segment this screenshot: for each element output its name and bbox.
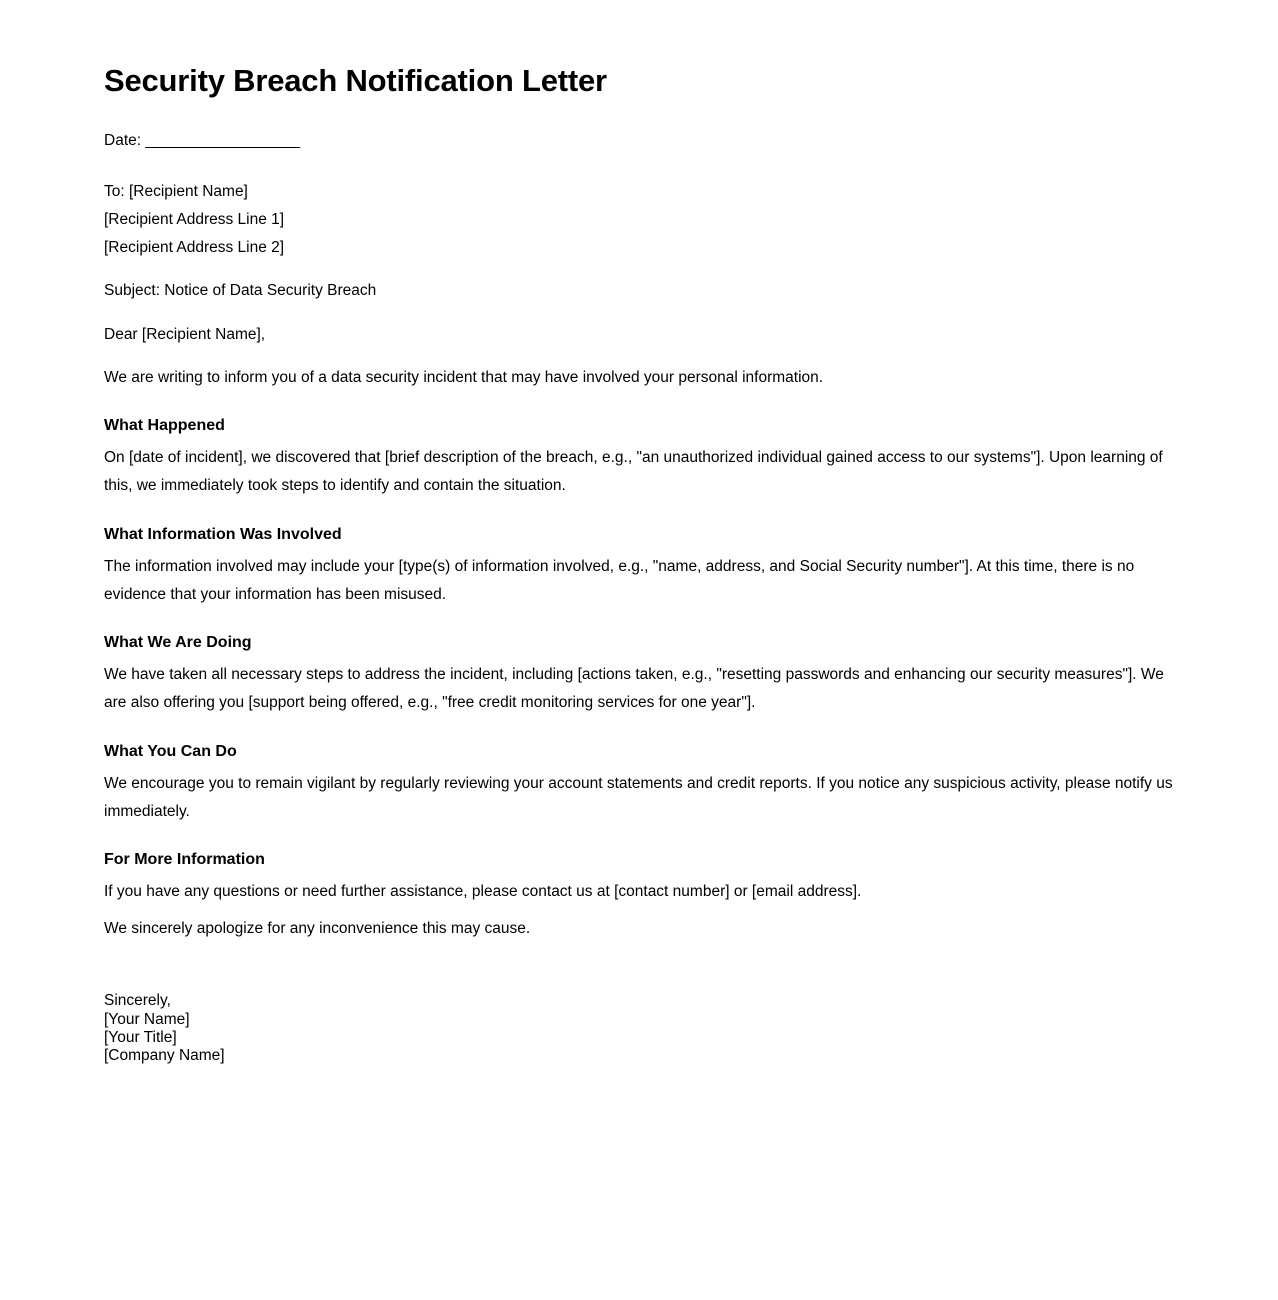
signature-name: [Your Name]: [104, 1010, 190, 1028]
section-heading-what-you-can-do: What You Can Do: [104, 742, 237, 760]
recipient-address-block: [104, 178, 1176, 261]
signature-company: [Company Name]: [104, 1047, 225, 1065]
section-body-what-happened: On [date of incident], we discovered that [brief description of the breach, e.g., "an unauthorized individual gained access to our systems"]. Upon learning of this, we immediately took steps to identify and contain the situation.: [104, 449, 1163, 495]
subject-line: Subject: Notice of Data Security Breach: [104, 282, 377, 300]
section-heading-what-information-was-involved: What Information Was Involved: [104, 525, 342, 543]
intro-paragraph: We are writing to inform you of a data security incident that may have involved your personal information.: [104, 369, 824, 387]
date-label: Date:: [104, 132, 146, 150]
date-blank-rule: ___________________: [145, 132, 300, 150]
section-heading-what-we-are-doing: What We Are Doing: [104, 634, 252, 652]
salutation: Dear [Recipient Name],: [104, 325, 266, 343]
apology-paragraph: We sincerely apologize for any inconvenience this may cause.: [104, 919, 531, 937]
section-heading-for-more-information: For More Information: [104, 851, 265, 869]
signature-block: [104, 992, 1176, 1065]
date-field-row: [104, 129, 1176, 152]
recipient-address-line-2: [Recipient Address Line 2]: [104, 238, 285, 256]
section-body-for-more-information: If you have any questions or need further assistance, please contact us at [contact number] or [email address].: [104, 883, 862, 901]
signature-title: [Your Title]: [104, 1028, 177, 1046]
page-title: Security Breach Notification Letter: [104, 63, 607, 98]
section-body-what-we-are-doing: We have taken all necessary steps to address the incident, including [actions taken, e.g., "resetting passwords and enhancing our security measures"]. We are also offering you [support being offered, e.g., "free credit monitoring services for one year"].: [104, 666, 1164, 712]
section-body-what-information-was-involved: The information involved may include your [type(s) of information involved, e.g., "name, address, and Social Security number"]. At this time, there is no evidence that your information has been misused.: [104, 557, 1135, 603]
recipient-to-line: To: [Recipient Name]: [104, 183, 248, 201]
recipient-address-line-1: [Recipient Address Line 1]: [104, 211, 285, 229]
signature-spacer: [104, 958, 1176, 992]
section-heading-what-happened: What Happened: [104, 416, 225, 434]
section-body-what-you-can-do: We encourage you to remain vigilant by regularly reviewing your account statements and credit reports. If you notice any suspicious activity, please notify us immediately.: [104, 774, 1173, 821]
signature-closing: Sincerely,: [104, 992, 171, 1010]
